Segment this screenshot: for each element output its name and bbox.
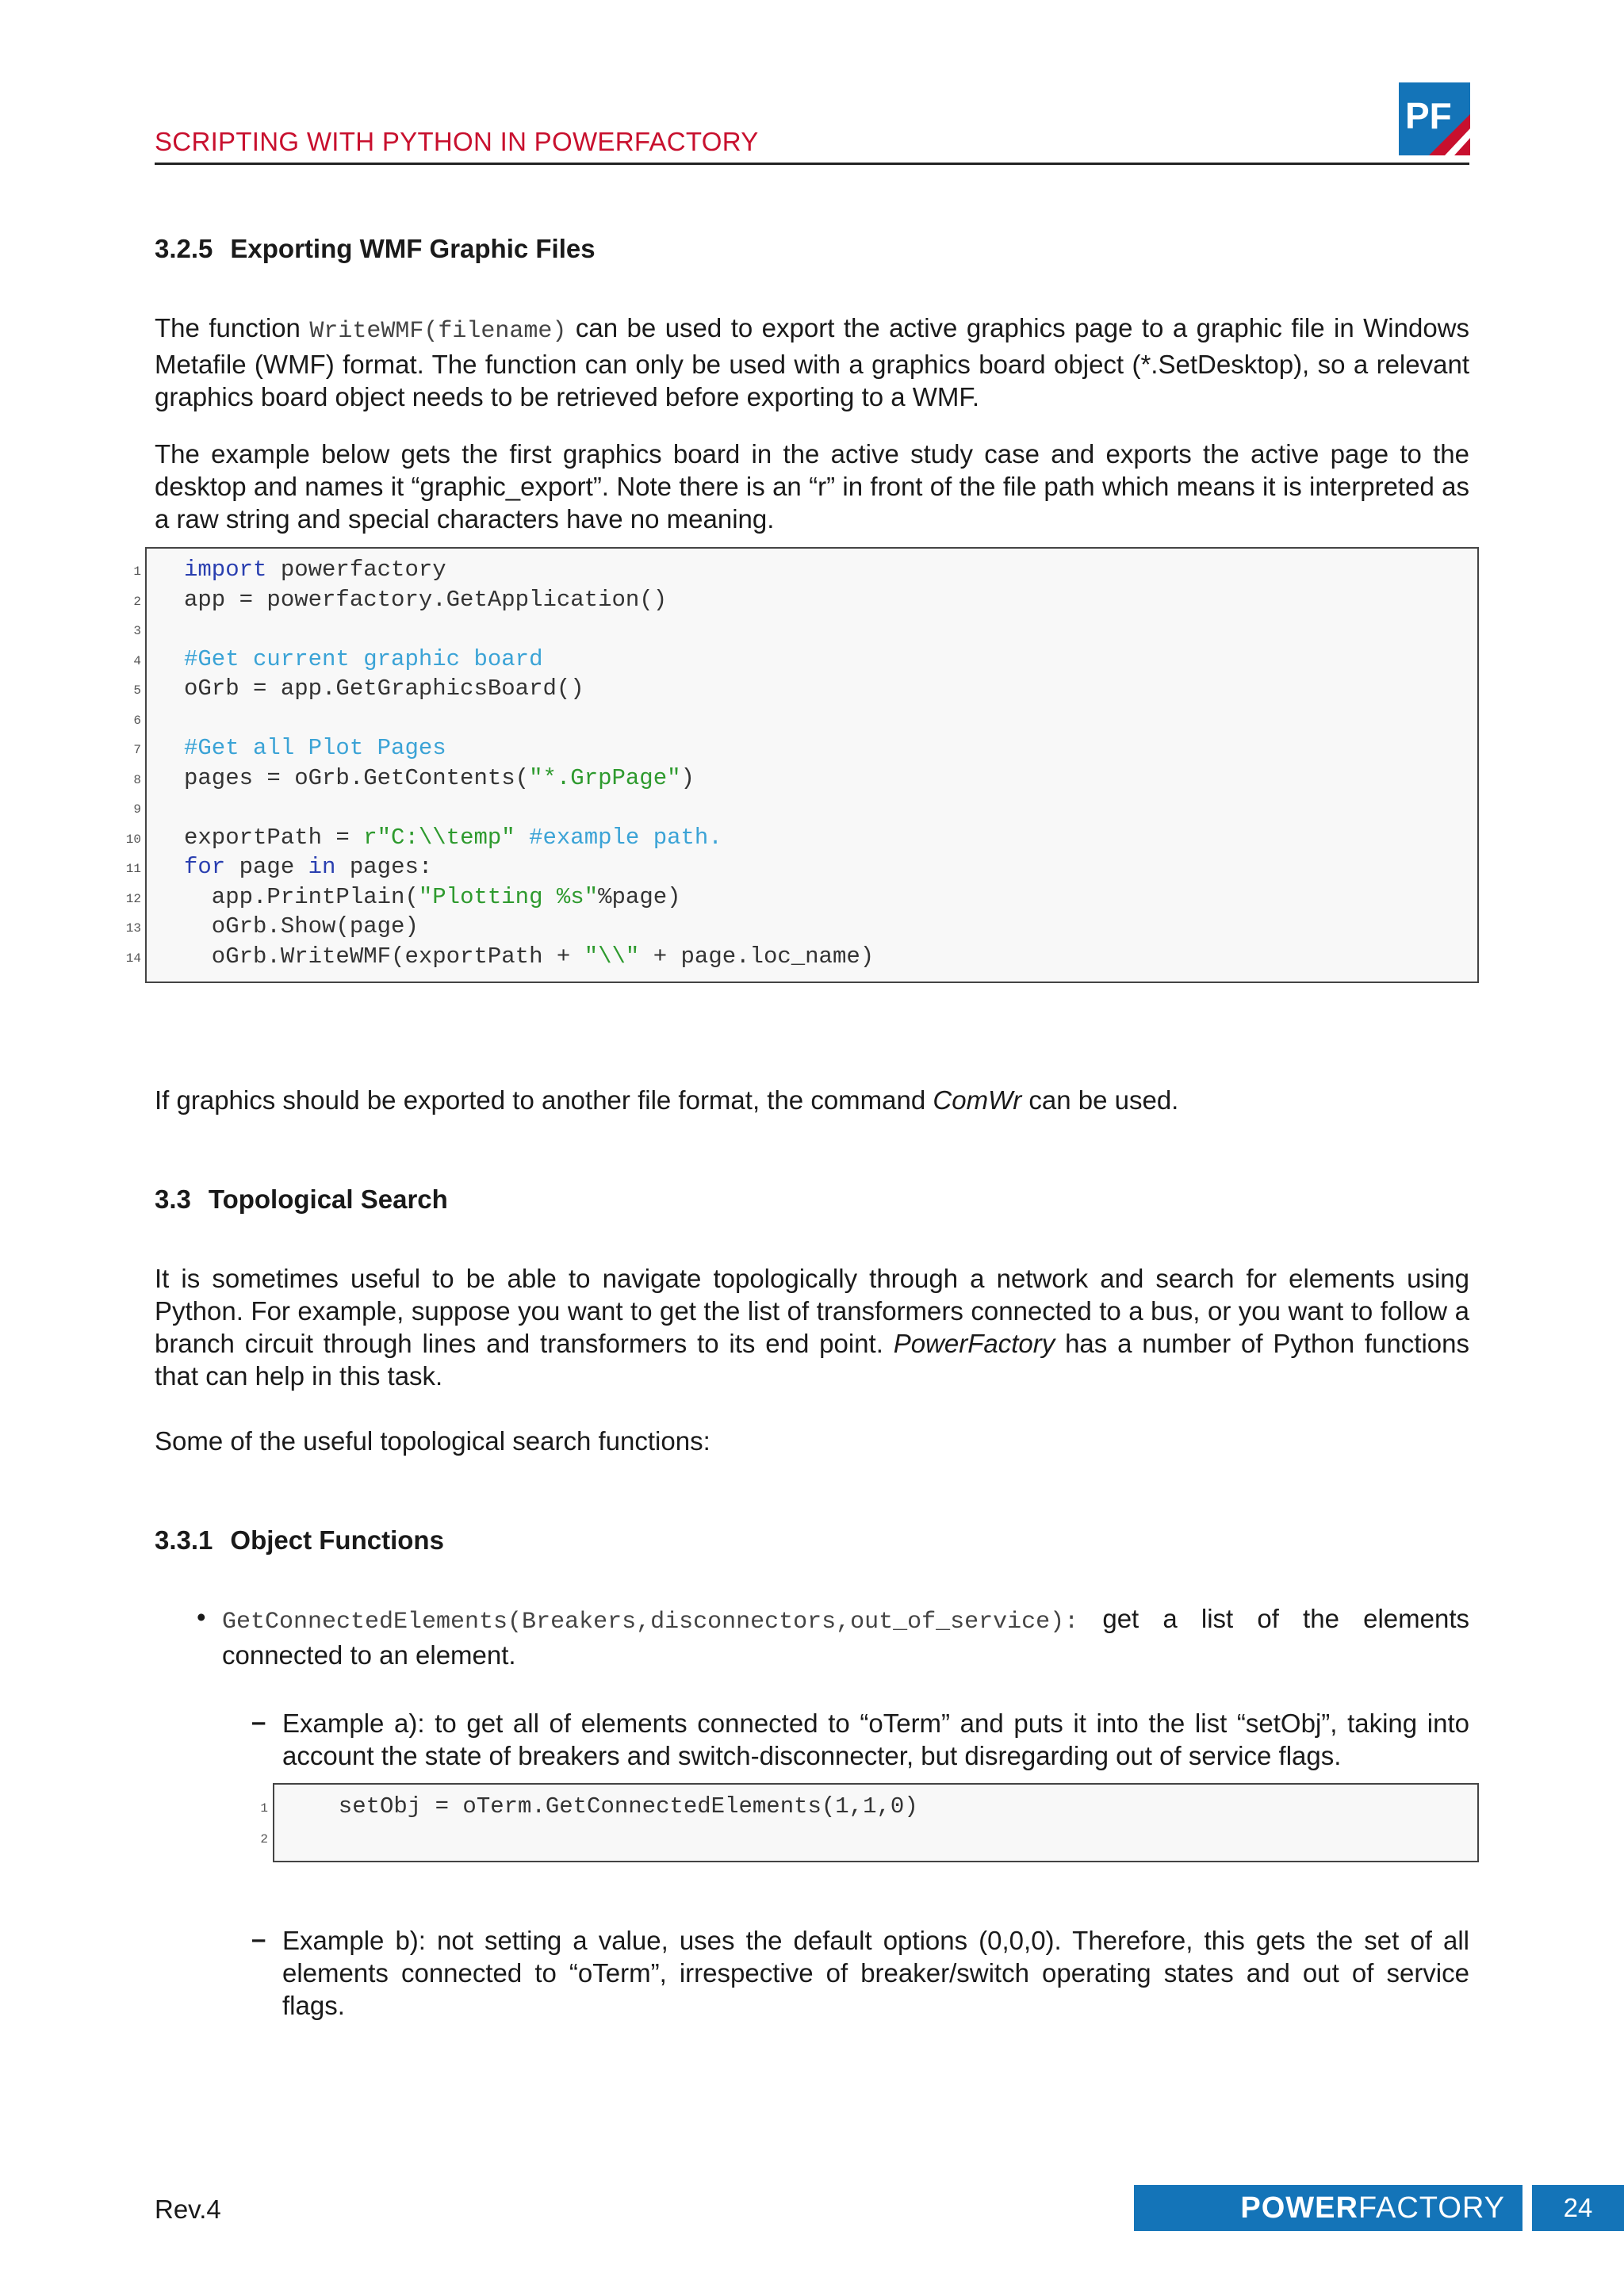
example-b-text: Example b): not setting a value, uses the default options (0,0,0). Therefore, this gets the set of all elements connected to “oTerm”, irrespective of breaker/switch operating states and out of service flags. [282, 1926, 1469, 2020]
section-title: Topological Search [208, 1184, 448, 1214]
code-comment: #Get all Plot Pages [184, 735, 446, 761]
paragraph-writewmf [155, 312, 1469, 413]
emphasis: PowerFactory [893, 1329, 1055, 1358]
code-line: exportPath = r"C:\\temp" #example path. [184, 825, 722, 851]
line-number: 2 [133, 595, 141, 609]
line-number: 11 [125, 862, 141, 876]
dash-marker: – [251, 1707, 266, 1736]
footer-brand-bar [1134, 2185, 1522, 2231]
line-number: 2 [260, 1832, 268, 1846]
code-line: import powerfactory [184, 557, 446, 583]
line-number: 8 [133, 773, 141, 787]
inline-code: GetConnectedElements(Breakers,disconnectors,out_of_service): [222, 1609, 1079, 1636]
line-number: 12 [125, 892, 141, 906]
emphasis: ComWr [933, 1085, 1022, 1115]
section-title: Object Functions [230, 1525, 444, 1555]
line-number: 14 [125, 951, 141, 966]
code-line: app.PrintPlain("Plotting %s"%page) [184, 884, 681, 910]
code-line: for page in pages: [184, 854, 433, 880]
text-run: can be used to export the active graphics page to a graphic file in Windows Metafile (WMF) format. The function can only be used with a graphics board object (*.SetDesktop), so a relevant graphics board object needs to be retrieved before exporting to a WMF. [155, 313, 1470, 411]
section-title: Exporting WMF Graphic Files [230, 234, 596, 263]
bullet-getconnectedelements [222, 1602, 1469, 1671]
code-line: app = powerfactory.GetApplication() [184, 587, 668, 613]
text-run: The function [155, 313, 310, 342]
text-run: get a list of the elements connected to an element. [222, 1604, 1469, 1670]
line-number: 1 [133, 564, 141, 579]
running-header: SCRIPTING WITH PYTHON IN POWERFACTORY [155, 127, 759, 156]
paragraph-topological [155, 1262, 1469, 1392]
text-run: If graphics should be exported to another file format, the command [155, 1085, 933, 1115]
paragraph-useful-functions: Some of the useful topological search functions: [155, 1426, 710, 1456]
footer-brand: POWERFACTORY [1240, 2191, 1505, 2225]
dash-marker: – [251, 1924, 266, 1954]
code-line: oGrb = app.GetGraphicsBoard() [184, 675, 584, 702]
line-number: 10 [125, 832, 141, 847]
code-line: oGrb.WriteWMF(exportPath + "\\" + page.loc_name) [184, 943, 875, 970]
line-number: 9 [133, 802, 141, 817]
section-number: 3.3.1 [155, 1525, 213, 1555]
header-rule [155, 163, 1469, 165]
powerfactory-logo-icon [1399, 82, 1470, 155]
section-heading-3-3 [155, 1184, 448, 1215]
section-heading-3-2-5 [155, 234, 596, 264]
paragraph-comwr [155, 1084, 1469, 1116]
line-number: 7 [133, 743, 141, 757]
code-line: setObj = oTerm.GetConnectedElements(1,1,0) [311, 1793, 918, 1820]
example-a-text: Example a): to get all of elements connected to “oTerm” and puts it into the list “setObj”, taking into account the state of breakers and switch-disconnecter, but disregarding out of service flags. [282, 1709, 1469, 1770]
line-number: 6 [133, 714, 141, 728]
text-run: has a number of Python functions that can help in this task. [155, 1329, 1469, 1391]
line-number: 3 [133, 624, 141, 638]
paragraph-example-intro: The example below gets the first graphics board in the active study case and exports the active page to the desktop and names it “graphic_export”. Note there is an “r” in front of the file path which means it is interpreted as a raw string and special characters have no meaning. [155, 439, 1469, 534]
text-run: It is sometimes useful to be able to navigate topologically through a network and search for elements using Python. For example, suppose you want to get the list of transformers connected to a bus, or you want to follow a branch circuit through lines and transformers to its end point. [155, 1264, 1469, 1358]
text-run: can be used. [1021, 1085, 1179, 1115]
line-number: 13 [125, 921, 141, 936]
revision-label: Rev.4 [155, 2195, 221, 2224]
inline-code: WriteWMF(filename) [309, 318, 567, 345]
code-line: oGrb.Show(page) [184, 913, 419, 939]
logo-text: PF [1405, 95, 1452, 136]
line-number: 4 [133, 654, 141, 668]
bullet-marker: • [197, 1602, 206, 1632]
code-comment: #Get current graphic board [184, 646, 543, 672]
section-number: 3.2.5 [155, 234, 213, 263]
line-number: 5 [133, 683, 141, 698]
page-number: 24 [1532, 2185, 1624, 2231]
section-heading-3-3-1 [155, 1525, 444, 1556]
line-number: 1 [260, 1801, 268, 1816]
code-line: pages = oGrb.GetContents("*.GrpPage") [184, 765, 695, 791]
section-number: 3.3 [155, 1184, 191, 1214]
